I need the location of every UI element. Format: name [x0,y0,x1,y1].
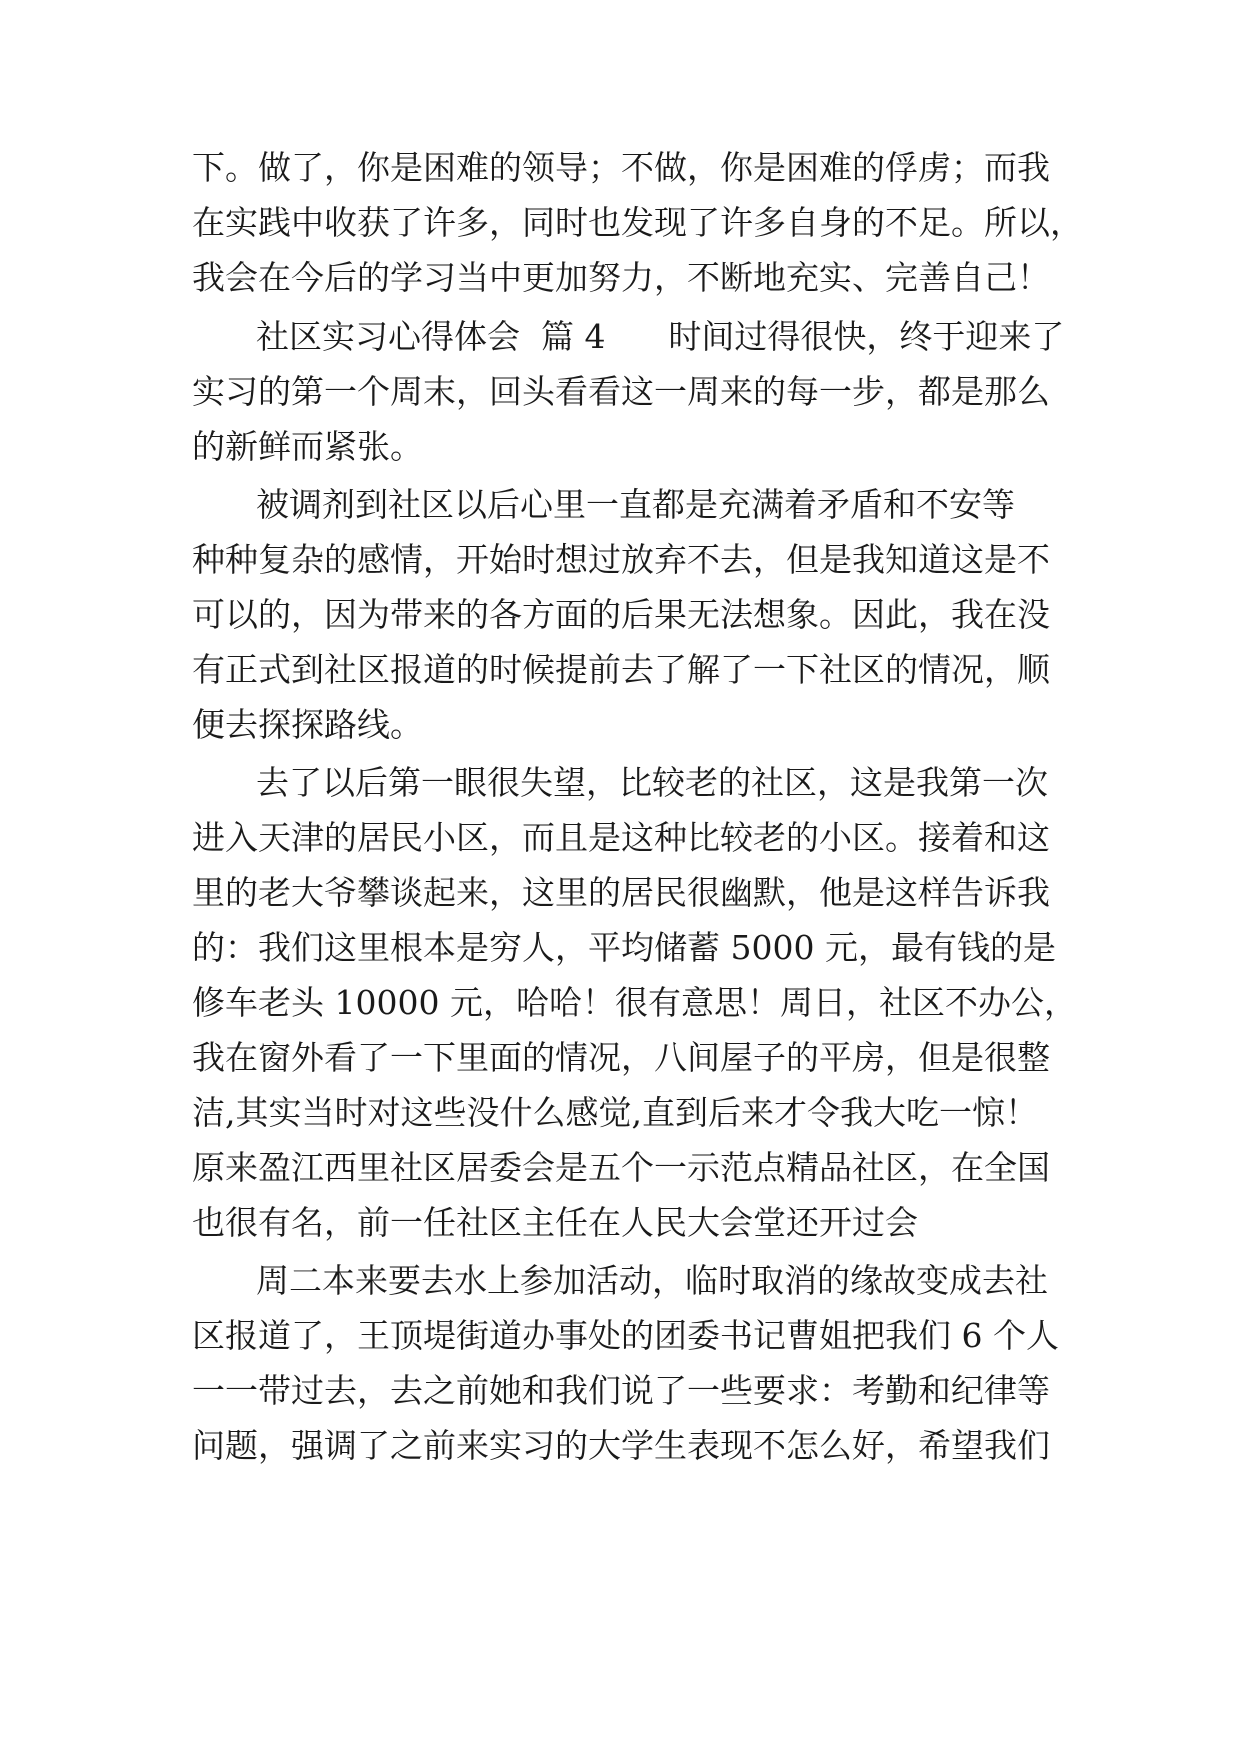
text-line: 在实践中收获了许多，同时也发现了许多自身的不足。所以， [192,203,1083,242]
paragraph-first-line: 周二本来要去水上参加活动，临时取消的缘故变成去社 [256,1261,1048,1300]
text-line: 里的老大爷攀谈起来，这里的居民很幽默，他是这样告诉我 [192,873,1050,912]
text-line: 下。做了，你是困难的领导；不做，你是困难的俘虏；而我 [192,148,1050,187]
text-line: 区报道了，王顶堤街道办事处的团委书记曹姐把我们 6 个人 [192,1316,1059,1355]
paragraph-first-line: 被调剂到社区以后心里一直都是充满着矛盾和不安等 [256,485,1015,524]
text-line: 修车老头 10000 元，哈哈！很有意思！周日，社区不办公， [192,983,1077,1022]
paragraph-first-line: 去了以后第一眼很失望，比较老的社区，这是我第一次 [256,763,1048,802]
text-line: 进入天津的居民小区，而且是这种比较老的小区。接着和这 [192,818,1050,857]
text-line: 可以的，因为带来的各方面的后果无法想象。因此，我在没 [192,595,1050,634]
text-line: 一一带过去，去之前她和我们说了一些要求：考勤和纪律等 [192,1371,1050,1410]
text-line: 实习的第一个周末，回头看看这一周来的每一步，都是那么 [192,372,1050,411]
text-line: 我在窗外看了一下里面的情况，八间屋子的平房，但是很整 [192,1038,1050,1077]
text-line: 便去探探路线。 [192,705,423,744]
text-line: 的新鲜而紧张。 [192,427,423,466]
section-heading-line: 社区实习心得体会 篇 4 时间过得很快，终于迎来了 [256,317,1065,356]
text-line: 也很有名，前一任社区主任在人民大会堂还开过会 [192,1203,918,1242]
text-line: 有正式到社区报道的时候提前去了解了一下社区的情况，顺 [192,650,1050,689]
text-line: 问题，强调了之前来实习的大学生表现不怎么好，希望我们 [192,1426,1050,1465]
text-line: 原来盈江西里社区居委会是五个一示范点精品社区，在全国 [192,1148,1050,1187]
text-line: 洁,其实当时对这些没什么感觉,直到后来才令我大吃一惊！ [192,1093,1038,1132]
text-line: 我会在今后的学习当中更加努力，不断地充实、完善自己！ [192,258,1050,297]
text-line: 的：我们这里根本是穷人，平均储蓄 5000 元，最有钱的是 [192,928,1056,967]
text-line: 种种复杂的感情，开始时想过放弃不去，但是我知道这是不 [192,540,1050,579]
